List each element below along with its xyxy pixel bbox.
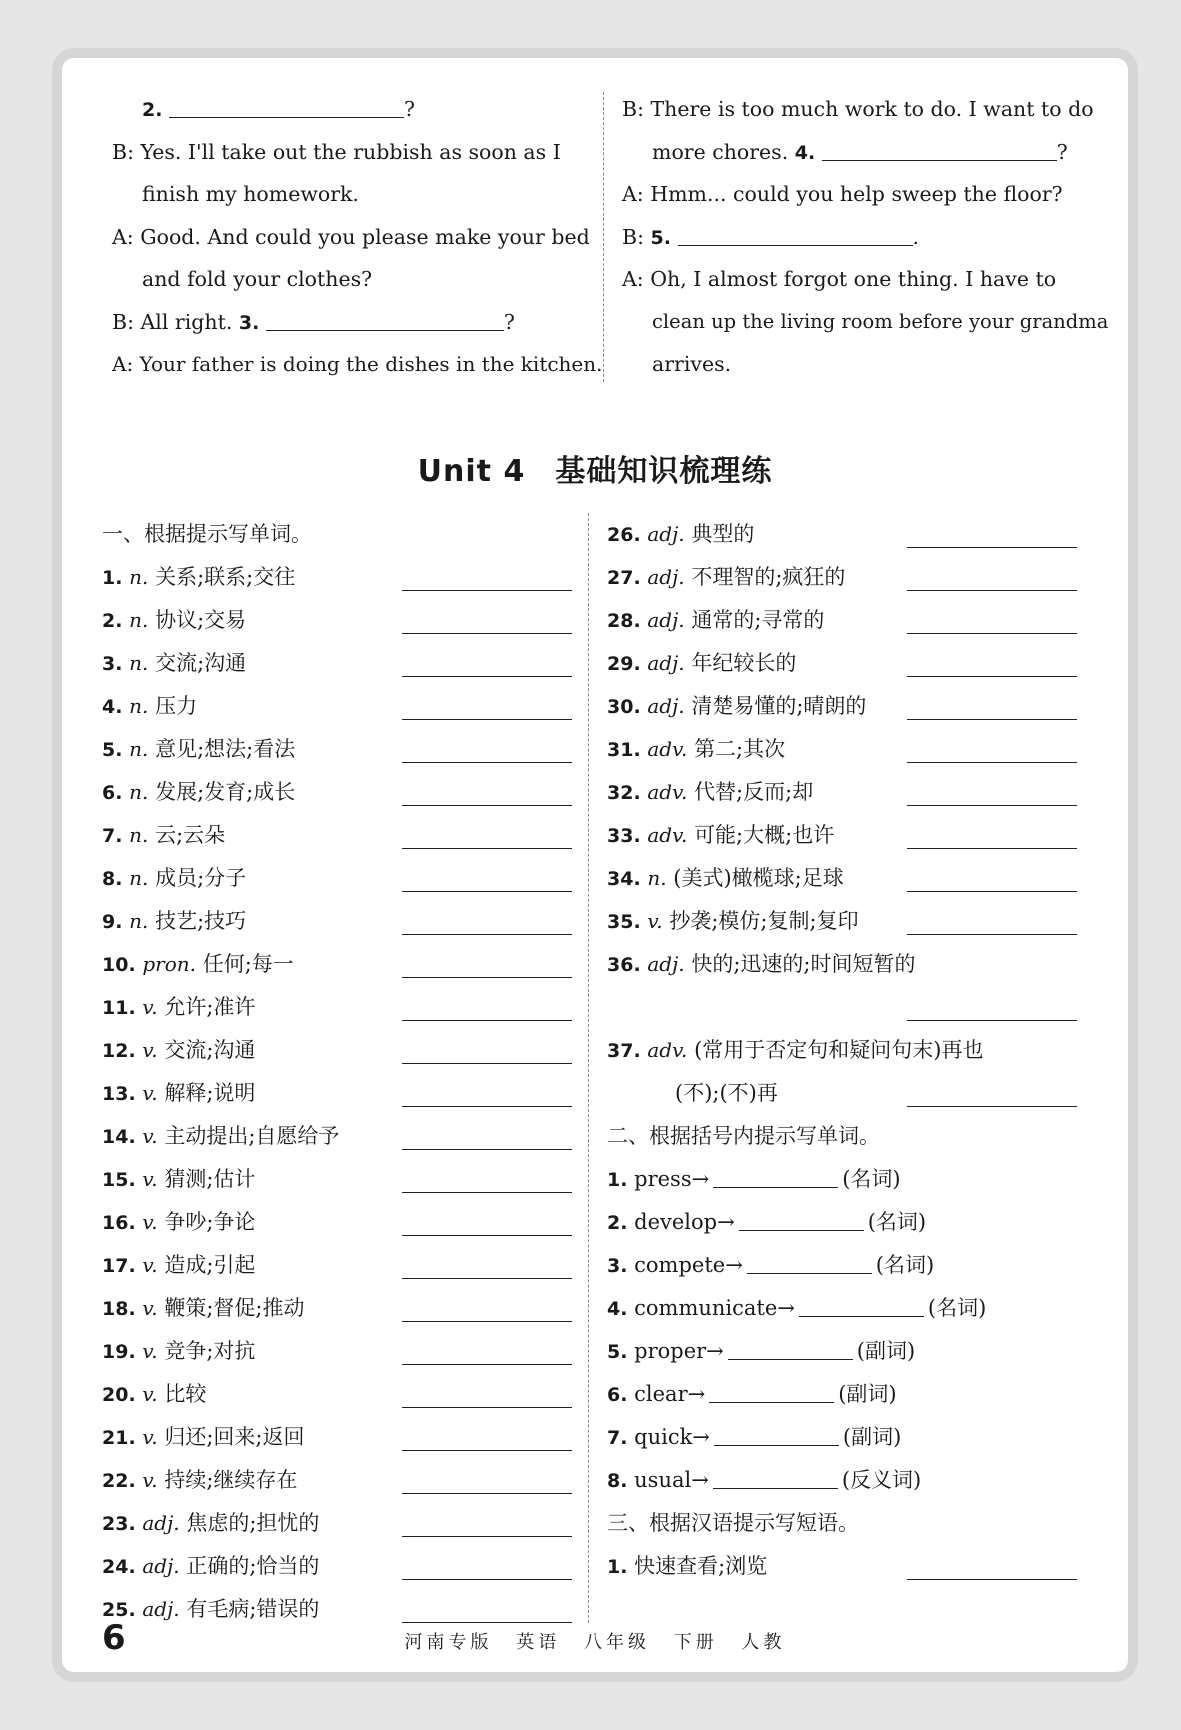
item-number: 27. [607,567,641,589]
vocab-left-column [102,513,572,1631]
vocab-item [102,642,572,685]
part-of-speech: n. [129,565,149,589]
dialogue-line: arrives. [652,352,732,376]
worksheet-page [52,48,1138,1682]
vocab-item [607,943,1077,1029]
item-meaning: (美式)橄榄球;足球 [673,866,844,890]
vocab-item [607,771,1077,814]
vocab-item [607,513,1077,556]
base-word: clear→ [634,1382,706,1406]
page-number: 6 [102,1618,126,1658]
answer-blank[interactable] [402,891,572,892]
answer-blank[interactable] [402,719,572,720]
vocab-item [607,1029,1077,1115]
item-number: 5. [102,739,123,761]
vocab-item [102,1115,572,1158]
vocab-item [102,685,572,728]
vocab-item [102,1330,572,1373]
base-word: develop→ [634,1210,735,1234]
vocabulary-section [102,513,1102,1673]
item-meaning: 造成;引起 [164,1253,256,1277]
answer-blank[interactable] [728,1335,853,1360]
part-of-speech: adj. [142,1511,180,1535]
item-number: 9. [102,911,123,933]
item-number: 6. [607,1384,628,1406]
dialogue-line: A: Oh, I almost forgot one thing. I have to [622,267,1057,291]
item-meaning: 鞭策;督促;推动 [164,1296,305,1320]
part-of-speech: adj. [647,651,685,675]
base-word: press→ [634,1167,710,1191]
part-of-speech: v. [142,1038,158,1062]
item-meaning: 技艺;技巧 [155,909,247,933]
item-meaning-cont: (不);(不)再 [675,1081,778,1105]
part-of-speech: n. [129,866,149,890]
item-number: 37. [607,1040,641,1062]
dialogue-line: and fold your clothes? [142,267,373,291]
derivation-item [607,1201,1077,1244]
answer-blank[interactable] [402,1106,572,1107]
part-of-speech: adj. [647,522,685,546]
item-meaning: 交流;沟通 [155,651,247,675]
part-of-speech: v. [142,1468,158,1492]
item-number: 15. [102,1169,136,1191]
answer-blank[interactable] [402,1579,572,1580]
item-number: 18. [102,1298,136,1320]
vocab-item [607,642,1077,685]
answer-blank[interactable] [402,1192,572,1193]
part-of-speech: n. [129,909,149,933]
answer-blank[interactable] [739,1206,864,1231]
vocab-item [102,857,572,900]
item-number: 4. [102,696,123,718]
item-meaning: 主动提出;自愿给予 [164,1124,340,1148]
item-number: 34. [607,868,641,890]
item-number: 25. [102,1599,136,1621]
answer-blank-4[interactable] [822,136,1057,161]
dialogue-line: A: Your father is doing the dishes in the kitchen. [112,352,603,376]
answer-blank[interactable] [402,633,572,634]
word-hint: (名词) [927,1296,987,1320]
item-number: 11. [102,997,136,1019]
footer-info: 河南专版 英语 八年级 下册 人教 [404,1632,786,1653]
dialogue-line: A: Good. And could you please make your bed [112,224,590,249]
item-number: 3. [607,1255,628,1277]
item-meaning: 正确的;恰当的 [186,1554,320,1578]
item-number: 6. [102,782,123,804]
part-of-speech: v. [142,1124,158,1148]
item-number: 4. [607,1298,628,1320]
dialogue-line: 2. ? [112,88,582,131]
item-meaning: 发展;发育;成长 [155,780,296,804]
column-divider [603,92,604,382]
part-of-speech: pron. [142,952,197,976]
item-meaning: 清楚易懂的;晴朗的 [691,694,867,718]
item-meaning: 比较 [164,1382,207,1406]
section-heading: 二、根据括号内提示写单词。 [607,1124,880,1148]
item-meaning: 焦虑的;担忧的 [186,1511,320,1535]
item-meaning: (常用于否定句和疑问句末)再也 [694,1038,984,1062]
vocab-item [102,1072,572,1115]
item-meaning: 关系;联系;交往 [155,565,296,589]
answer-blank[interactable] [907,633,1077,634]
item-number: 14. [102,1126,136,1148]
answer-blank[interactable] [709,1378,834,1403]
item-number: 8. [102,868,123,890]
answer-blank[interactable] [402,1622,572,1623]
derivation-item [607,1330,1077,1373]
part-of-speech: adv. [647,823,688,847]
part-of-speech: v. [142,1382,158,1406]
part-of-speech: adj. [647,952,685,976]
part-of-speech: adj. [647,565,685,589]
item-number: 12. [102,1040,136,1062]
part-of-speech: adj. [647,608,685,632]
vocab-item [102,943,572,986]
item-meaning: 持续;继续存在 [164,1468,298,1492]
item-number: 20. [102,1384,136,1406]
dialogue-line: B: Yes. I'll take out the rubbish as soon as I [112,139,561,164]
item-number: 1. [607,1169,628,1191]
answer-blank[interactable] [402,934,572,935]
item-number: 7. [102,825,123,847]
item-meaning: 意见;想法;看法 [155,737,296,761]
derivation-item [607,1158,1077,1201]
part-of-speech: n. [129,737,149,761]
word-hint: (反义词) [841,1468,922,1492]
answer-blank[interactable] [402,676,572,677]
part-of-speech: v. [142,1081,158,1105]
answer-blank[interactable] [907,1579,1077,1580]
item-number: 23. [102,1513,136,1535]
item-number: 8. [607,1470,628,1492]
word-hint: (副词) [838,1382,897,1406]
item-number: 31. [607,739,641,761]
item-meaning: 典型的 [691,522,755,546]
item-number: 7. [607,1427,628,1449]
part-of-speech: n. [129,823,149,847]
item-number: 33. [607,825,641,847]
column-divider [588,513,589,1623]
part-of-speech: v. [647,909,663,933]
answer-blank[interactable] [402,1493,572,1494]
vocab-item [102,1029,572,1072]
item-meaning: 允许;准许 [164,995,256,1019]
item-meaning: 猜测;估计 [164,1167,256,1191]
answer-blank[interactable] [747,1249,872,1274]
dialogue-line: B: All right. 3. ? [112,301,582,344]
item-meaning: 快的;迅速的;时间短暂的 [691,952,916,976]
item-meaning: 年纪较长的 [691,651,797,675]
vocab-item [102,814,572,857]
item-meaning: 成员;分子 [155,866,247,890]
answer-blank[interactable] [402,1450,572,1451]
part-of-speech: n. [129,608,149,632]
item-meaning: 解释;说明 [164,1081,256,1105]
vocab-item [102,986,572,1029]
base-word: compete→ [634,1253,743,1277]
answer-blank-5[interactable] [678,221,913,246]
item-meaning: 有毛病;错误的 [186,1597,320,1621]
item-number: 29. [607,653,641,675]
answer-blank[interactable] [907,891,1077,892]
item-number: 19. [102,1341,136,1363]
item-number: 5. [607,1341,628,1363]
vocab-item [607,814,1077,857]
answer-blank[interactable] [402,848,572,849]
vocab-item [102,599,572,642]
base-word: proper→ [634,1339,724,1363]
section-heading: 三、根据汉语提示写短语。 [607,1511,859,1535]
item-meaning: 快速查看;浏览 [634,1554,768,1578]
derivation-item [607,1244,1077,1287]
derivation-item [607,1287,1077,1330]
item-number: 35. [607,911,641,933]
vocab-item [102,771,572,814]
answer-blank[interactable] [402,1235,572,1236]
item-meaning: 抄袭;模仿;复制;复印 [669,909,859,933]
item-number: 36. [607,954,641,976]
part-of-speech: v. [142,1425,158,1449]
item-number: 1. [102,567,123,589]
item-number: 22. [102,1470,136,1492]
answer-blank-2[interactable] [169,93,404,118]
answer-blank-3[interactable] [266,306,504,331]
item-number: 13. [102,1083,136,1105]
word-hint: (副词) [856,1339,916,1363]
answer-blank[interactable] [907,762,1077,763]
item-meaning: 协议;交易 [155,608,247,632]
answer-blank[interactable] [402,1278,572,1279]
vocab-item [102,1459,572,1502]
item-number: 10. [102,954,136,976]
answer-blank[interactable] [714,1421,839,1446]
answer-blank[interactable] [402,1149,572,1150]
dialogue-line: B: 5. . [622,216,1092,259]
item-number: 17. [102,1255,136,1277]
part-of-speech: n. [129,694,149,718]
answer-blank[interactable] [402,1321,572,1322]
vocab-item [607,685,1077,728]
vocab-item [607,728,1077,771]
item-number: 2. [102,610,123,632]
part-of-speech: v. [142,1339,158,1363]
answer-blank[interactable] [402,590,572,591]
vocab-item [102,1416,572,1459]
vocab-item [102,1244,572,1287]
base-word: usual→ [634,1468,709,1492]
derivation-item [607,1416,1077,1459]
vocab-item [102,556,572,599]
dialogue-line: A: Hmm... could you help sweep the floor? [622,182,1063,206]
dialogue-section [112,88,1109,388]
answer-blank[interactable] [907,590,1077,591]
word-hint: (名词) [867,1210,927,1234]
item-meaning: 交流;沟通 [164,1038,256,1062]
word-hint: (副词) [842,1425,902,1449]
part-of-speech: adj. [142,1597,180,1621]
answer-blank[interactable] [713,1163,838,1188]
dialogue-line: clean up the living room before your grandma [652,309,1109,333]
word-hint: (名词) [875,1253,935,1277]
part-of-speech: adv. [647,1038,688,1062]
item-meaning: 竞争;对抗 [164,1339,256,1363]
word-hint: (名词) [842,1167,901,1191]
part-of-speech: n. [129,780,149,804]
base-word: communicate→ [634,1296,795,1320]
part-of-speech: adj. [142,1554,180,1578]
part-of-speech: v. [142,1296,158,1320]
part-of-speech: v. [142,995,158,1019]
item-number: 28. [607,610,641,632]
answer-blank[interactable] [713,1464,838,1489]
unit-title: Unit 4 基础知识梳理练 [417,454,773,489]
answer-blank[interactable] [402,1364,572,1365]
item-number: 16. [102,1212,136,1234]
answer-blank[interactable] [402,805,572,806]
item-meaning: 归还;回来;返回 [164,1425,305,1449]
vocab-item [102,728,572,771]
item-number: 30. [607,696,641,718]
vocab-right-column [607,513,1077,1588]
answer-blank[interactable] [402,1020,572,1021]
part-of-speech: adj. [647,694,685,718]
part-of-speech: v. [142,1210,158,1234]
answer-blank[interactable] [402,1536,572,1537]
vocab-item [102,1502,572,1545]
answer-blank[interactable] [402,1407,572,1408]
answer-blank[interactable] [402,1063,572,1064]
part-of-speech: adv. [647,780,688,804]
item-meaning: 可能;大概;也许 [694,823,835,847]
part-of-speech: v. [142,1253,158,1277]
answer-blank[interactable] [907,848,1077,849]
dialogue-left-column [112,88,603,386]
vocab-item [607,900,1077,943]
dialogue-line: more chores. 4. ? [622,131,1092,174]
answer-blank[interactable] [799,1292,924,1317]
item-meaning: 通常的;寻常的 [691,608,825,632]
part-of-speech: n. [129,651,149,675]
vocab-item [102,1588,572,1631]
item-number: 26. [607,524,641,546]
answer-blank[interactable] [402,977,572,978]
answer-blank[interactable] [907,547,1077,548]
item-meaning: 争吵;争论 [164,1210,256,1234]
derivation-item [607,1373,1077,1416]
dialogue-right-column [622,88,1109,386]
answer-blank[interactable] [907,1020,1077,1021]
vocab-item [607,857,1077,900]
vocab-item [102,1373,572,1416]
item-meaning: 代替;反而;却 [694,780,814,804]
vocab-item [102,1287,572,1330]
vocab-item [102,1201,572,1244]
answer-blank[interactable] [907,1106,1077,1107]
answer-blank[interactable] [402,762,572,763]
answer-blank[interactable] [907,676,1077,677]
item-meaning: 压力 [155,694,198,718]
answer-blank[interactable] [907,805,1077,806]
item-number: 2. [607,1212,628,1234]
part-of-speech: n. [647,866,667,890]
base-word: quick→ [634,1425,710,1449]
answer-blank[interactable] [907,719,1077,720]
item-number: 24. [102,1556,136,1578]
item-number: 21. [102,1427,136,1449]
vocab-item [102,1158,572,1201]
vocab-item [607,556,1077,599]
item-meaning: 不理智的;疯狂的 [691,565,846,589]
phrase-item [607,1545,1077,1588]
vocab-item [607,599,1077,642]
dialogue-line: B: There is too much work to do. I want to do [622,97,1094,121]
item-number: 1. [607,1556,628,1578]
part-of-speech: adv. [647,737,688,761]
part-of-speech: v. [142,1167,158,1191]
item-meaning: 云;云朵 [155,823,226,847]
item-number: 3. [102,653,123,675]
item-meaning: 任何;每一 [202,952,294,976]
answer-blank[interactable] [907,934,1077,935]
vocab-item [102,1545,572,1588]
item-meaning: 第二;其次 [694,737,786,761]
item-number: 32. [607,782,641,804]
derivation-item [607,1459,1077,1502]
dialogue-line: finish my homework. [142,182,359,206]
vocab-item [102,900,572,943]
section-heading: 一、根据提示写单词。 [102,522,312,546]
